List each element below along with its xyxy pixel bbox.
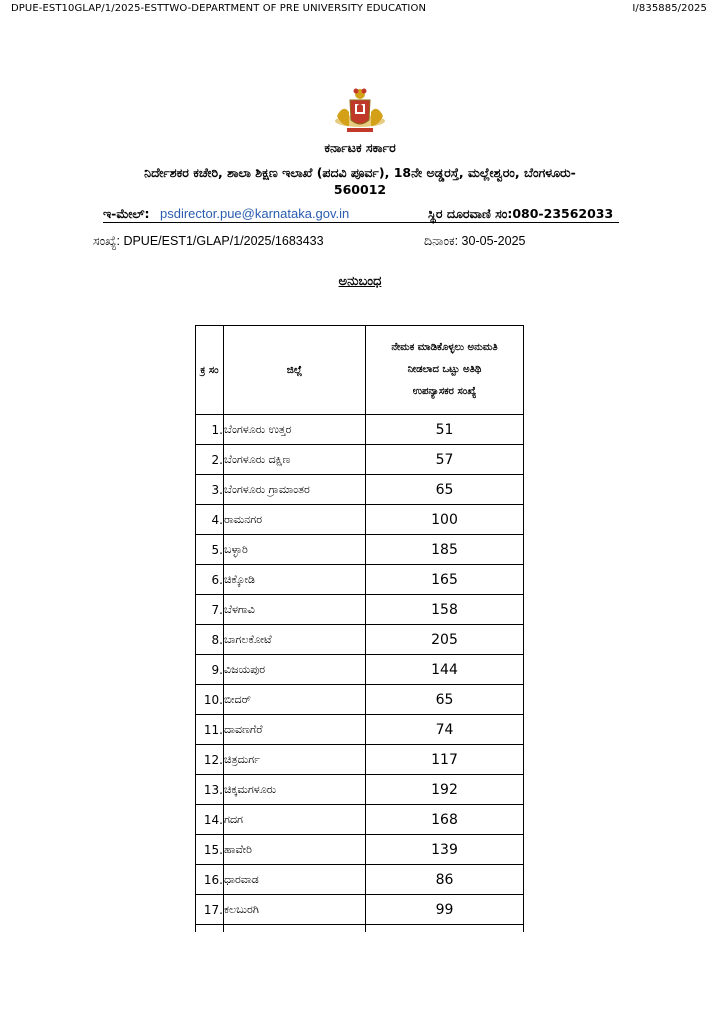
count-cell: 99 bbox=[366, 895, 524, 925]
district-cell: ಕಲಬುರಗಿ bbox=[224, 895, 366, 925]
table-row bbox=[196, 805, 524, 835]
table-row bbox=[196, 565, 524, 595]
serial-cell: 4. bbox=[196, 505, 224, 535]
district-cell: ಹಾವೇರಿ bbox=[224, 835, 366, 865]
issue-date: ದಿನಾಂಕ: 30-05-2025 bbox=[424, 234, 526, 248]
count-cell: 74 bbox=[366, 715, 524, 745]
count-cell: 57 bbox=[366, 445, 524, 475]
count-cell: 65 bbox=[366, 475, 524, 505]
table-row bbox=[196, 775, 524, 805]
district-cell: ಬಾಗಲಕೋಟೆ bbox=[224, 625, 366, 655]
district-cell: ರಾಮನಗರ bbox=[224, 505, 366, 535]
district-cell: ಚಿಕ್ಕೋಡಿ bbox=[224, 565, 366, 595]
serial-cell: 8. bbox=[196, 625, 224, 655]
count-cell: 117 bbox=[366, 745, 524, 775]
serial-cell: 9. bbox=[196, 655, 224, 685]
serial-cell: 11. bbox=[196, 715, 224, 745]
serial-cell: 17. bbox=[196, 895, 224, 925]
phone-number: ಸ್ಥಿರ ದೂರವಾಣಿ ಸಂ:080-23562033 bbox=[428, 206, 614, 221]
table-row bbox=[196, 745, 524, 775]
table-row-continued bbox=[196, 925, 524, 933]
table-row bbox=[196, 715, 524, 745]
count-cell: 86 bbox=[366, 865, 524, 895]
table-row bbox=[196, 865, 524, 895]
district-cell: ಬೆಂಗಳೂರು ಗ್ರಾಮಾಂತರ bbox=[224, 475, 366, 505]
count-header-line3: ಉಪನ್ಯಾಸಕರ ಸಂಖ್ಯೆ bbox=[412, 386, 477, 397]
serial-cell: 16. bbox=[196, 865, 224, 895]
reference-line bbox=[93, 234, 613, 250]
count-header-line2: ನೀಡಲಾದ ಒಟ್ಟು ಅತಿಥಿ bbox=[407, 364, 482, 375]
table-row bbox=[196, 835, 524, 865]
file-reference-text: DPUE-EST10GLAP/1/2025-ESTTWO-DEPARTMENT OF PRE UNIVERSITY EDUCATION bbox=[11, 3, 427, 14]
government-title: ಕರ್ನಾಟಕ ಸರ್ಕಾರ bbox=[324, 140, 396, 155]
inward-number-text: I/835885/2025 bbox=[632, 3, 707, 14]
table-header-row bbox=[196, 326, 524, 415]
serial-cell: 10. bbox=[196, 685, 224, 715]
district-cell: ಬೆಂಗಳೂರು ಉತ್ತರ bbox=[224, 415, 366, 445]
count-cell: 205 bbox=[366, 625, 524, 655]
table-row bbox=[196, 655, 524, 685]
serial-cell: 5. bbox=[196, 535, 224, 565]
table-row bbox=[196, 415, 524, 445]
table-row bbox=[196, 895, 524, 925]
document-header-stamp bbox=[11, 3, 707, 17]
serial-cell: 12. bbox=[196, 745, 224, 775]
district-cell: ಚಿಕ್ಕಮಗಳೂರು bbox=[224, 775, 366, 805]
district-cell: ಬೆಳಗಾವಿ bbox=[224, 595, 366, 625]
email-label: ಇ-ಮೇಲ್: bbox=[103, 206, 150, 221]
count-header-line1: ನೇಮಕ ಮಾಡಿಕೊಳ್ಳಲು ಅನುಮತಿ bbox=[391, 342, 498, 353]
office-address-line2: 560012 bbox=[333, 182, 387, 197]
reference-number: ಸಂಖ್ಯೆ: DPUE/EST1/GLAP/1/2025/1683433 bbox=[93, 234, 324, 248]
count-cell: 51 bbox=[366, 415, 524, 445]
count-cell: 139 bbox=[366, 835, 524, 865]
annexure-title: ಅನುಬಂಧ bbox=[338, 274, 382, 289]
district-header: ಜಿಲ್ಲೆ bbox=[224, 326, 366, 415]
count-cell: 65 bbox=[366, 685, 524, 715]
district-cell: ವಿಜಯಪುರ bbox=[224, 655, 366, 685]
serial-cell: 1. bbox=[196, 415, 224, 445]
count-cell: 100 bbox=[366, 505, 524, 535]
karnataka-emblem-icon bbox=[333, 86, 387, 136]
serial-header: ಕ್ರ ಸಂ bbox=[196, 326, 224, 415]
count-cell: 192 bbox=[366, 775, 524, 805]
serial-cell: 2. bbox=[196, 445, 224, 475]
table-row bbox=[196, 475, 524, 505]
table-row bbox=[196, 625, 524, 655]
district-cell: ದಾವಣಗೆರೆ bbox=[224, 715, 366, 745]
email-link[interactable]: psdirector.pue@karnataka.gov.in bbox=[160, 206, 350, 221]
table-row bbox=[196, 445, 524, 475]
count-cell: 185 bbox=[366, 535, 524, 565]
district-cell: ಬೆಂಗಳೂರು ದಕ್ಷಿಣ bbox=[224, 445, 366, 475]
district-cell: ಚಿತ್ರದುರ್ಗ bbox=[224, 745, 366, 775]
district-cell: ಬಳ್ಳಾರಿ bbox=[224, 535, 366, 565]
serial-cell: 13. bbox=[196, 775, 224, 805]
district-allocation-table bbox=[195, 325, 524, 932]
count-header bbox=[366, 326, 524, 415]
count-cell: 144 bbox=[366, 655, 524, 685]
serial-cell: 14. bbox=[196, 805, 224, 835]
office-address-line1: ನಿರ್ದೇಶಕರ ಕಚೇರಿ, ಶಾಲಾ ಶಿಕ್ಷಣ ಇಲಾಖೆ (ಪದವಿ ಪೂರ್ವ), 18ನೇ ಅಡ್ಡರಸ್ತೆ, ಮಲ್ಲೇಶ್ವರಂ, ಬೆಂಗಳೂರು- bbox=[144, 165, 576, 180]
serial-cell: 15. bbox=[196, 835, 224, 865]
table-row bbox=[196, 505, 524, 535]
count-cell: 165 bbox=[366, 565, 524, 595]
district-cell: ಗದಗ bbox=[224, 805, 366, 835]
serial-cell: 7. bbox=[196, 595, 224, 625]
contact-line bbox=[103, 206, 619, 223]
table-row bbox=[196, 685, 524, 715]
count-cell: 158 bbox=[366, 595, 524, 625]
district-cell: ಬೀದರ್ bbox=[224, 685, 366, 715]
count-cell: 168 bbox=[366, 805, 524, 835]
serial-cell: 3. bbox=[196, 475, 224, 505]
serial-cell: 6. bbox=[196, 565, 224, 595]
table-row bbox=[196, 595, 524, 625]
district-cell: ಧಾರವಾಡ bbox=[224, 865, 366, 895]
office-address bbox=[100, 164, 620, 198]
table-row bbox=[196, 535, 524, 565]
